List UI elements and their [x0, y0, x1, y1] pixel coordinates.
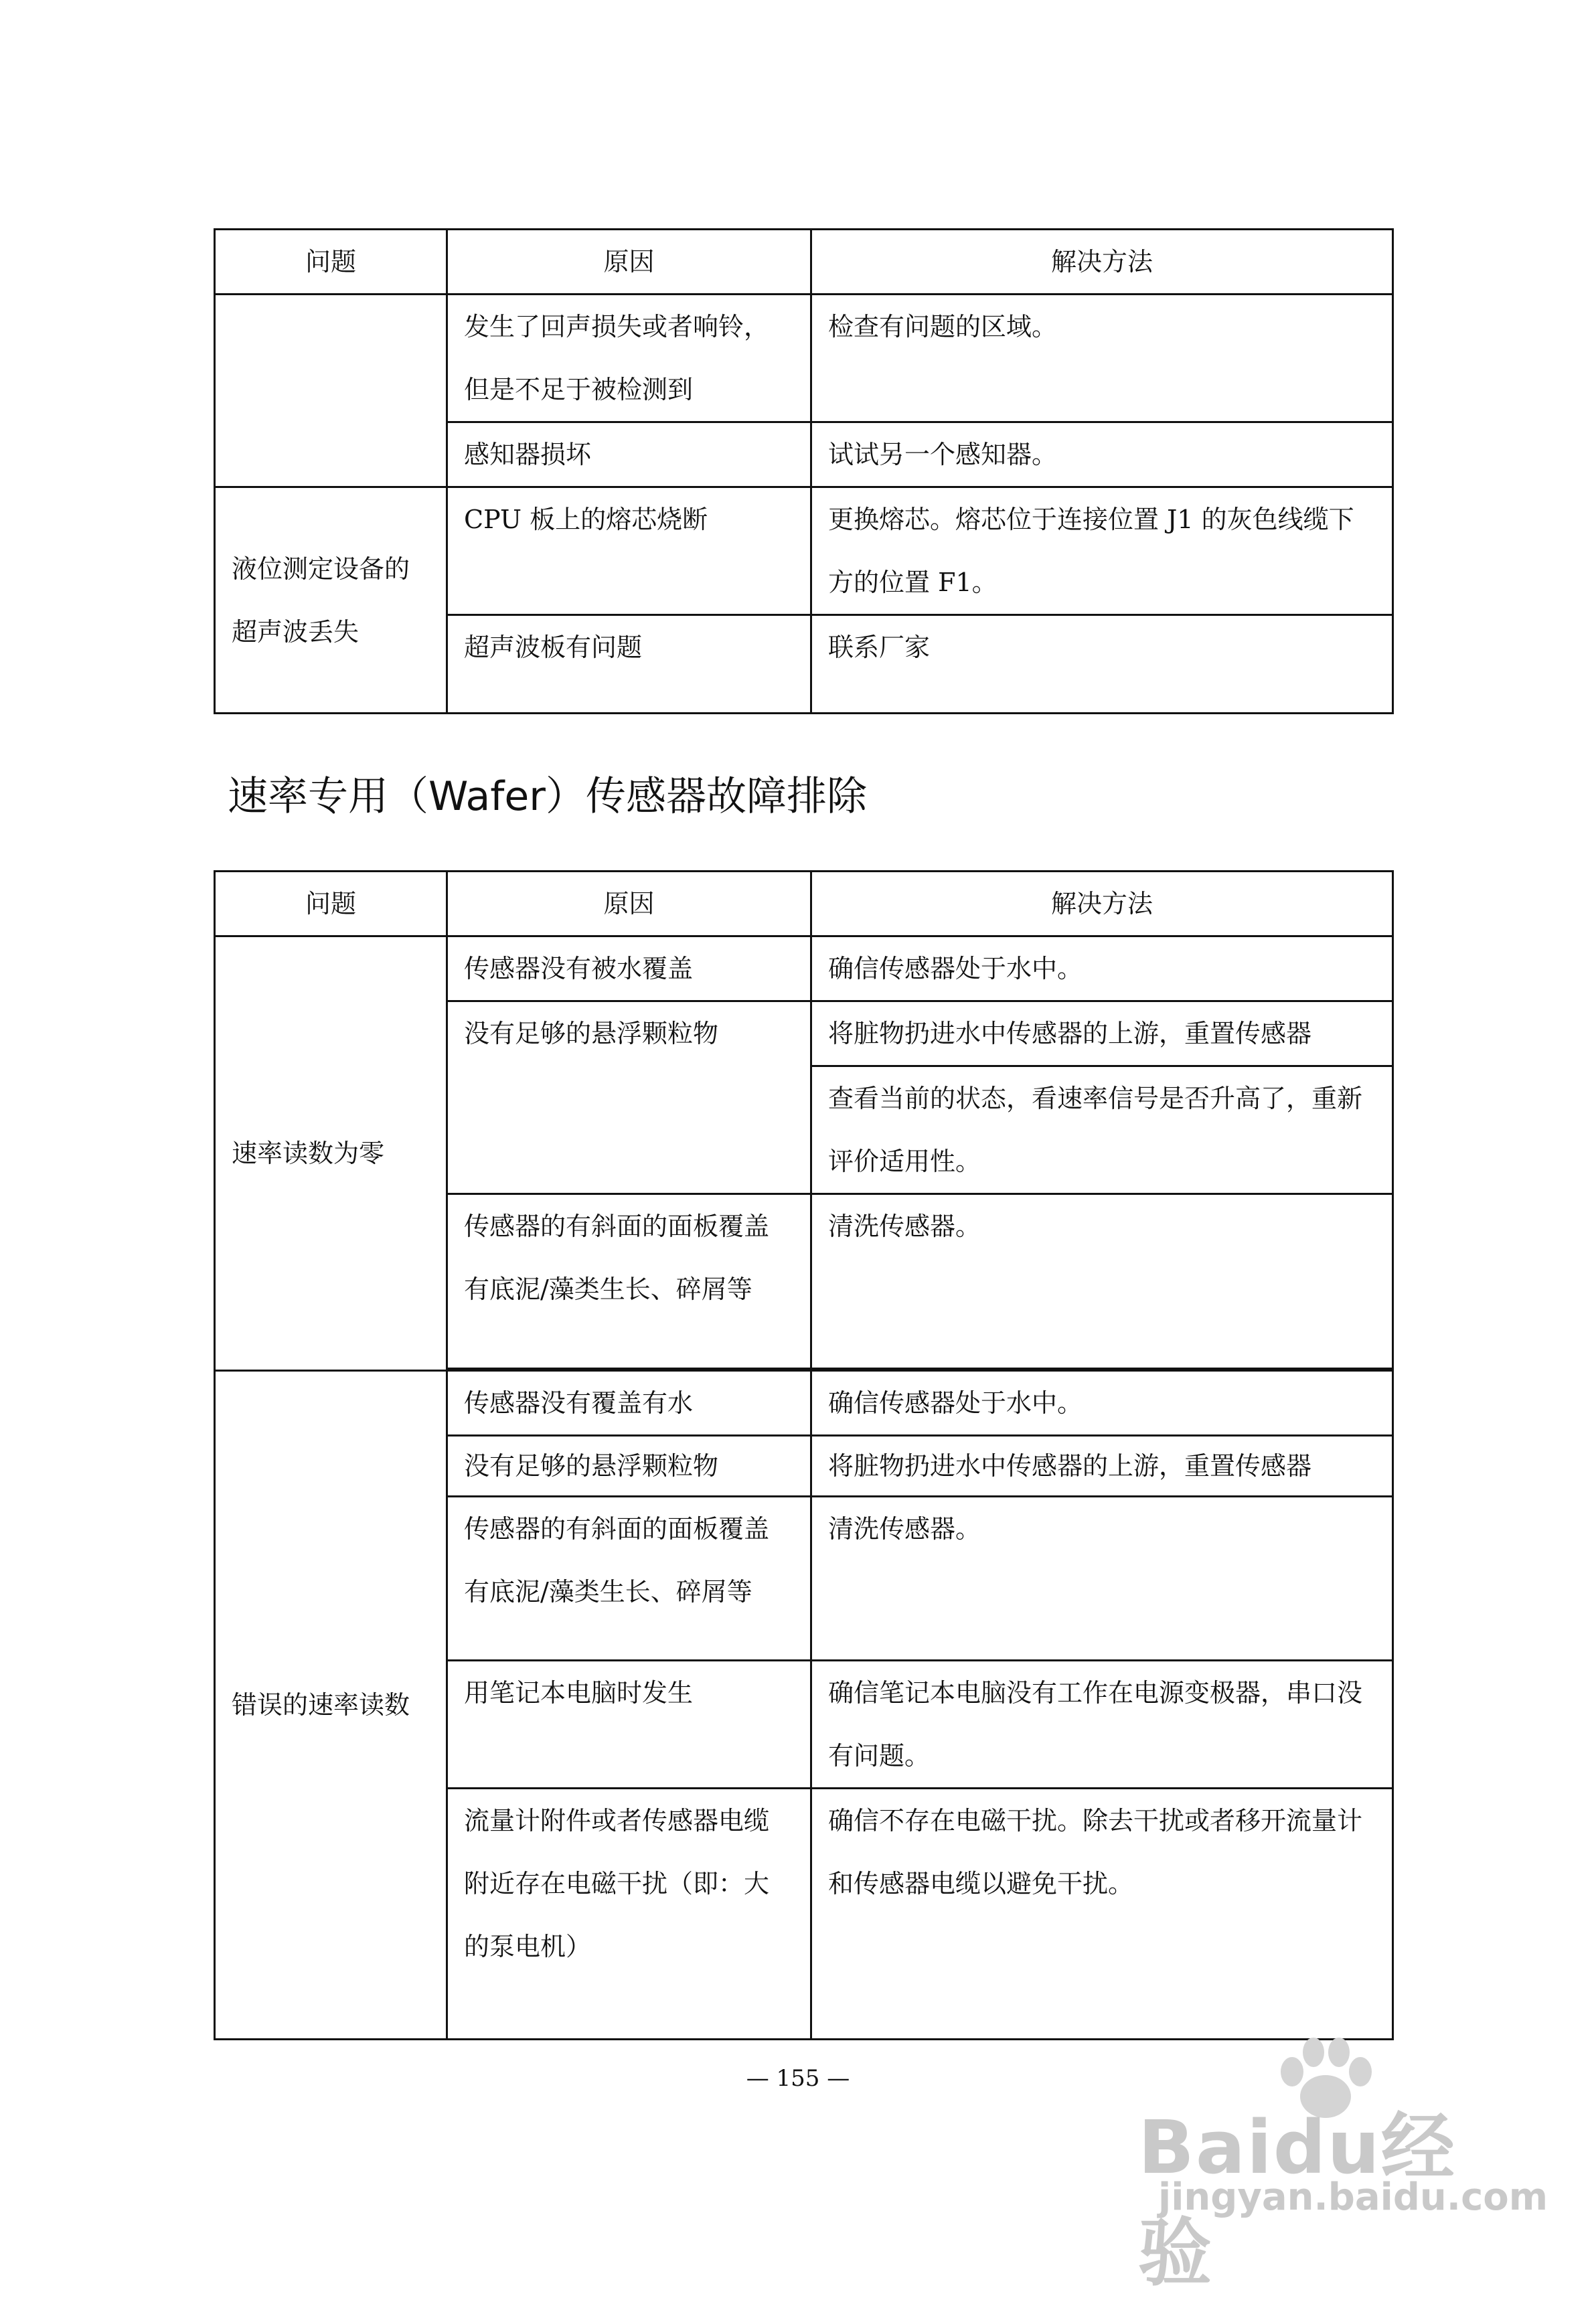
table-row — [215, 936, 1393, 1001]
cause-cell: 没有足够的悬浮颗粒物 — [447, 1436, 811, 1497]
page-number: — 155 — — [746, 2065, 850, 2092]
header-problem: 问题 — [215, 230, 447, 295]
header-solution: 解决方法 — [811, 230, 1393, 295]
table-row — [215, 1371, 1393, 1436]
cause-cell: 用笔记本电脑时发生 — [447, 1661, 811, 1789]
header-problem: 问题 — [215, 872, 447, 936]
problem-cell: 速率读数为零 — [215, 936, 447, 1371]
cause-cell: CPU 板上的熔芯烧断 — [447, 487, 811, 615]
solution-cell: 清洗传感器。 — [811, 1194, 1393, 1369]
problem-cell — [215, 487, 447, 714]
solution-cell: 将脏物扔进水中传感器的上游，重置传感器 — [811, 1001, 1393, 1066]
cause-cell: 没有足够的悬浮颗粒物 — [447, 1001, 811, 1194]
cause-cell: 传感器没有被水覆盖 — [447, 936, 811, 1001]
cause-cell: 传感器的有斜面的面板覆盖有底泥/藻类生长、碎屑等 — [447, 1194, 811, 1369]
header-cause: 原因 — [447, 230, 811, 295]
table-header-row — [215, 230, 1393, 295]
solution-cell: 确信不存在电磁干扰。除去干扰或者移开流量计和传感器电缆以避免干扰。 — [811, 1789, 1393, 2040]
solution-cell: 联系厂家 — [811, 615, 1393, 714]
header-cause: 原因 — [447, 872, 811, 936]
cause-cell: 传感器的有斜面的面板覆盖有底泥/藻类生长、碎屑等 — [447, 1497, 811, 1661]
problem-cell-empty — [215, 295, 447, 487]
problem-cell: 错误的速率读数 — [215, 1371, 447, 2040]
solution-cell: 查看当前的状态，看速率信号是否升高了，重新评价适用性。 — [811, 1066, 1393, 1194]
solution-cell: 清洗传感器。 — [811, 1497, 1393, 1661]
solution-cell: 试试另一个感知器。 — [811, 422, 1393, 487]
watermark-url: jingyan.baidu.com — [1158, 2175, 1548, 2219]
solution-cell: 确信笔记本电脑没有工作在电源变极器，串口没有问题。 — [811, 1661, 1393, 1789]
table-row — [215, 487, 1393, 615]
problem-text-line: 超声波丢失 — [232, 617, 360, 647]
table-row — [215, 295, 1393, 422]
watermark-logo-text: Baidu经验 — [1138, 2105, 1456, 2296]
cause-cell: 感知器损坏 — [447, 422, 811, 487]
solution-cell: 确信传感器处于水中。 — [811, 936, 1393, 1001]
cause-cell: 流量计附件或者传感器电缆附近存在电磁干扰（即：大的泵电机） — [447, 1789, 811, 2040]
troubleshooting-table-2 — [214, 870, 1394, 2040]
header-solution: 解决方法 — [811, 872, 1393, 936]
cause-cell: 传感器没有覆盖有水 — [447, 1371, 811, 1436]
cause-cell: 发生了回声损失或者响铃，但是不足于被检测到 — [447, 295, 811, 422]
section-title: 速率专用（Wafer）传感器故障排除 — [228, 773, 867, 820]
solution-cell: 确信传感器处于水中。 — [811, 1371, 1393, 1436]
table-header-row — [215, 872, 1393, 936]
solution-cell: 将脏物扔进水中传感器的上游，重置传感器 — [811, 1436, 1393, 1497]
troubleshooting-table-1 — [214, 228, 1394, 714]
solution-cell: 检查有问题的区域。 — [811, 295, 1393, 422]
cause-cell: 超声波板有问题 — [447, 615, 811, 714]
baidu-watermark — [1138, 2035, 1548, 2296]
problem-text-line: 液位测定设备的 — [232, 554, 410, 584]
solution-cell: 更换熔芯。熔芯位于连接位置 J1 的灰色线缆下方的位置 F1。 — [811, 487, 1393, 615]
